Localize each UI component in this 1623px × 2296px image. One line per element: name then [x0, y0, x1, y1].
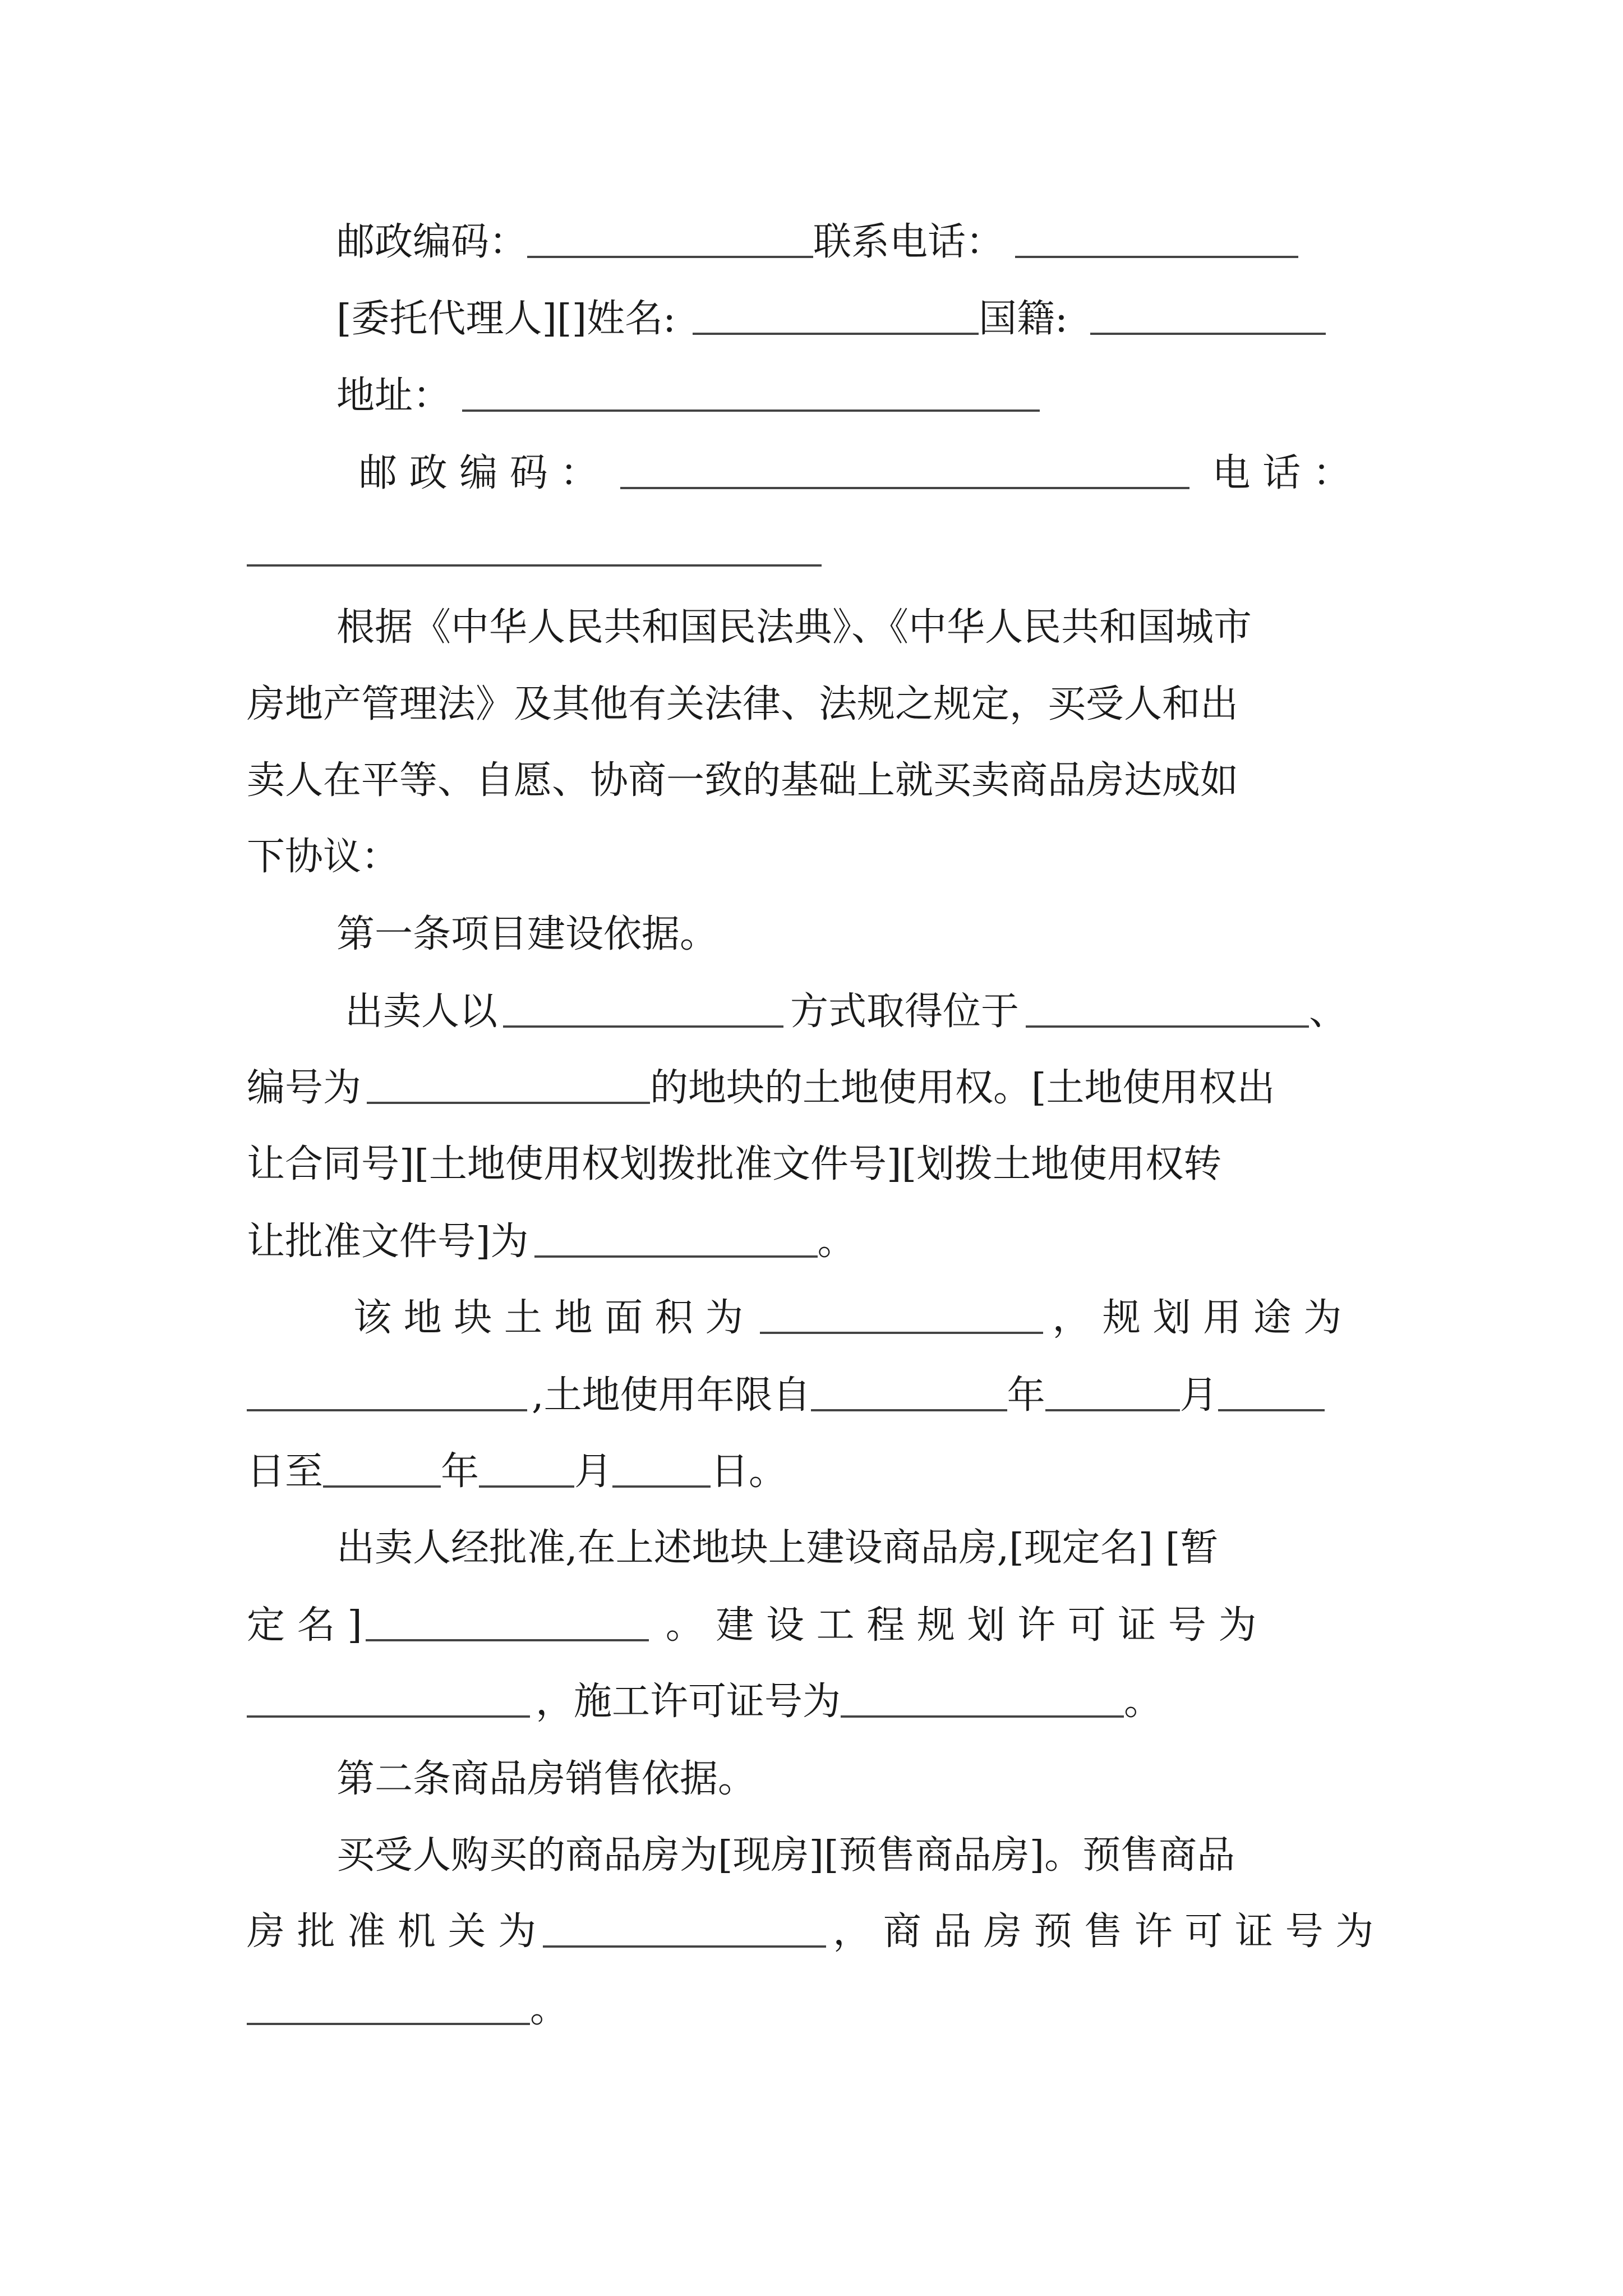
address-blank[interactable] — [462, 378, 1040, 412]
text-segment: ， 规 划 用 途 为 — [1052, 1296, 1342, 1340]
article2-p1-line3 — [247, 1987, 569, 2031]
article1-p2-line1 — [353, 1296, 1342, 1340]
text-segment: 日。 — [711, 1450, 787, 1494]
article1-p3-line1: 出卖人经批准,在上述地块上建设商品房,[现定名] [暂 — [336, 1526, 1219, 1570]
text-segment: 方式取得位于 — [790, 990, 1020, 1034]
text-segment: 。 — [530, 1987, 569, 2031]
article2-p1-line2 — [247, 1910, 1374, 1954]
article1-p3-line3 — [247, 1680, 1163, 1724]
end-month-blank[interactable] — [479, 1454, 574, 1488]
text-segment: 让批准文件号]为 — [247, 1220, 529, 1264]
text-segment: 。 — [817, 1220, 856, 1264]
postcode2-row — [359, 451, 1351, 495]
article1-p2-line2 — [247, 1373, 1325, 1418]
text-segment: ，施工许可证号为 — [536, 1680, 841, 1724]
text-segment: 月 — [574, 1450, 613, 1494]
postcode2-label: 邮 政 编 码 ： — [359, 451, 598, 495]
text-segment: 出卖人以 — [345, 990, 498, 1034]
preamble-line-2: 房地产管理法》及其他有关法律、法规之规定，买受人和出 — [247, 682, 1239, 726]
start-month-blank[interactable] — [1045, 1378, 1180, 1411]
phone-label: 联系电话： — [813, 220, 1004, 264]
text-segment: 房 批 准 机 关 为 — [247, 1910, 537, 1954]
text-segment: 、 — [1309, 990, 1348, 1034]
preamble-line-1: 根据《中华人民共和国民法典》、《中华人民共和国城市 — [336, 605, 1252, 650]
text-segment: ， 商 品 房 预 售 许 可 证 号 为 — [833, 1910, 1374, 1954]
start-day-blank[interactable] — [1218, 1378, 1325, 1411]
phone-blank[interactable] — [1015, 224, 1298, 258]
end-year-blank[interactable] — [323, 1454, 441, 1488]
article1-p1-line3: 让合同号][土地使用权划拨批准文件号][划拨土地使用权转 — [247, 1142, 1222, 1186]
text-segment: 。 建 设 工 程 规 划 许 可 证 号 为 — [665, 1603, 1257, 1648]
article1-p1-line1 — [345, 990, 1348, 1034]
presale-permit-blank[interactable] — [247, 1991, 530, 2025]
article2-title: 第二条商品房销售依据。 — [336, 1757, 757, 1801]
approval-doc-blank[interactable] — [534, 1224, 818, 1258]
text-segment: 编号为 — [247, 1066, 362, 1110]
text-segment: 月 — [1179, 1373, 1218, 1418]
tel-row — [247, 532, 822, 570]
agent-label: [委托代理人][]姓名: — [336, 297, 676, 341]
article1-p1-line4 — [247, 1220, 856, 1264]
tel-blank[interactable] — [247, 533, 822, 567]
agent-name-blank[interactable] — [693, 301, 979, 335]
text-segment: 日至 — [247, 1450, 324, 1494]
approval-authority-blank[interactable] — [543, 1914, 826, 1948]
postcode-blank[interactable] — [527, 224, 813, 258]
preamble-line-3: 卖人在平等、自愿、协商一致的基础上就买卖商品房达成如 — [247, 758, 1239, 803]
postcode2-blank[interactable] — [620, 455, 1189, 489]
tel-label: 电 话 ： — [1212, 451, 1351, 495]
land-area-blank[interactable] — [760, 1300, 1043, 1334]
nationality-blank[interactable] — [1090, 301, 1326, 335]
project-name-blank[interactable] — [366, 1608, 649, 1641]
location-blank[interactable] — [1026, 994, 1309, 1028]
article2-p1-line1: 买受人购买的商品房为[现房][预售商品房]。预售商品 — [336, 1833, 1235, 1878]
text-segment: 。 — [1124, 1680, 1163, 1724]
planning-permit-blank[interactable] — [247, 1684, 530, 1718]
preamble-line-4: 下协议： — [247, 835, 400, 879]
postcode-row — [336, 220, 1298, 264]
end-day-blank[interactable] — [612, 1454, 711, 1488]
text-segment: 该 地 块 土 地 面 积 为 — [353, 1296, 744, 1340]
article1-p2-line3 — [247, 1450, 787, 1494]
article1-p1-line2 — [247, 1066, 1275, 1110]
text-segment: ,土地使用年限自 — [532, 1373, 811, 1418]
parcel-number-blank[interactable] — [367, 1070, 650, 1104]
text-segment: 定 名 ] — [247, 1603, 362, 1648]
construction-permit-blank[interactable] — [841, 1684, 1124, 1718]
planned-use-blank[interactable] — [247, 1378, 527, 1411]
nationality-label: 国籍: — [979, 297, 1068, 341]
text-segment: 年 — [1007, 1373, 1045, 1418]
article1-p3-line2 — [247, 1603, 1257, 1648]
start-year-blank[interactable] — [811, 1378, 1007, 1411]
agent-row — [336, 297, 1326, 341]
text-segment: 年 — [441, 1450, 479, 1494]
address-label: 地址： — [336, 374, 451, 418]
address-row — [336, 374, 1040, 418]
postcode-label: 邮政编码： — [336, 220, 528, 264]
acquire-method-blank[interactable] — [503, 994, 783, 1028]
article1-title: 第一条项目建设依据。 — [336, 912, 718, 956]
text-segment: 的地块的土地使用权。[土地使用权出 — [650, 1066, 1275, 1110]
